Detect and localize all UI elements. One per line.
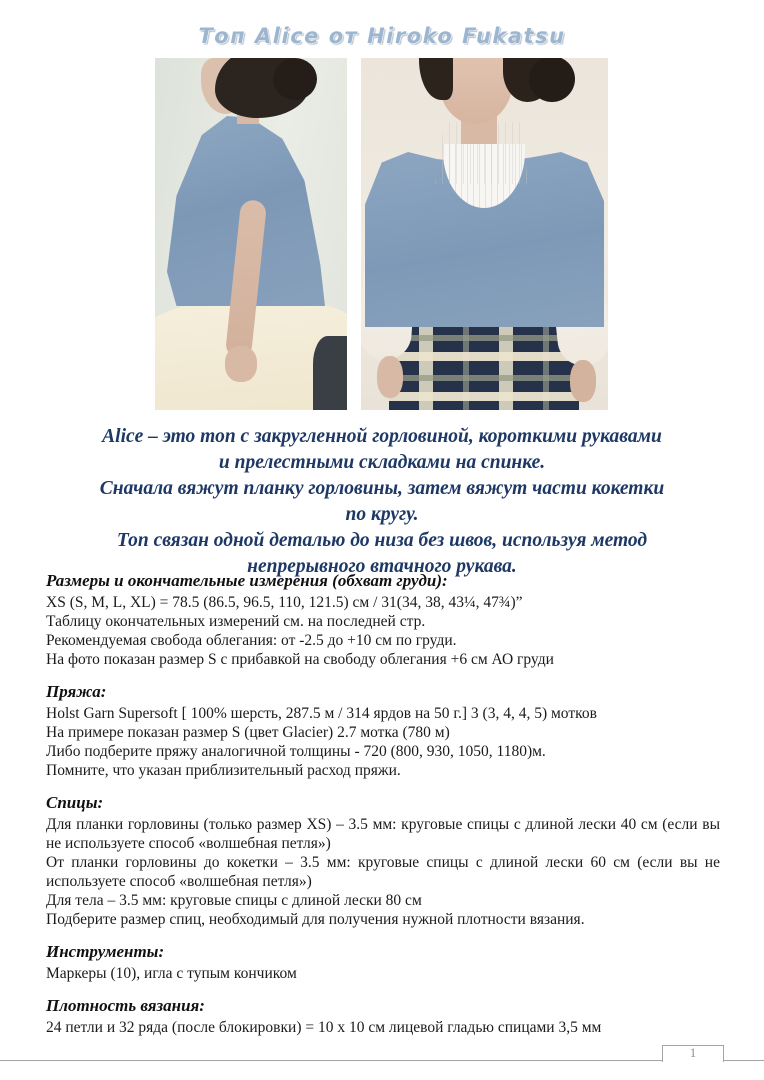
page-number — [662, 1045, 724, 1062]
footer-rule — [0, 1060, 764, 1061]
intro-paragraph — [0, 424, 764, 580]
pattern-photo — [155, 58, 608, 410]
back-view-hair-bun — [273, 58, 317, 100]
section-gauge — [46, 995, 720, 1037]
section-needles — [46, 792, 720, 929]
page-number-value: 1 — [689, 1046, 697, 1060]
body-text: Либо подберите пряжу аналогичной толщины - 720 (800, 930, 1050, 1180)м. — [46, 743, 546, 760]
intro-line: Alice – это топ с закругленной горловиной, короткими рукавами — [102, 426, 662, 447]
intro-line: Топ связан одной деталью до низа без швов, используя метод — [116, 530, 648, 551]
section-sizes — [46, 570, 720, 669]
intro-line: по кругу. — [345, 504, 419, 525]
photo-front-view — [361, 58, 608, 410]
background-shadow — [313, 336, 347, 410]
intro-line: Сначала вяжут планку горловины, затем вяжут части кокетки — [99, 478, 665, 499]
section-heading: Пряжа: — [46, 682, 107, 701]
page-title: Топ Alice от Hiroko Fukatsu — [198, 24, 566, 48]
body-text: Таблицу окончательных измерений см. на последней стр. — [46, 613, 426, 630]
front-view-hair-left — [419, 58, 453, 100]
body-text: Маркеры (10), игла с тупым кончиком — [46, 965, 297, 982]
body-text: XS (S, M, L, XL) = 78.5 (86.5, 96.5, 110, 121.5) см / 31(34, 38, 43¼, 47¾)” — [46, 594, 523, 611]
section-heading: Размеры и окончательные измерения (обхват груди): — [46, 571, 448, 590]
body-text: На примере показан размер S (цвет Glacier) 2.7 мотка (780 м) — [46, 724, 450, 741]
body-text: Подберите размер спиц, необходимый для получения нужной плотности вязания. — [46, 911, 585, 928]
photo-divider — [347, 58, 361, 410]
body-text: Для тела – 3.5 мм: круговые спицы с длиной лески 80 см — [46, 892, 422, 909]
section-heading: Инструменты: — [46, 942, 165, 961]
body-text: На фото показан размер S с прибавкой на свободу облегания +6 см АО груди — [46, 651, 554, 668]
front-view-hair-bun — [529, 58, 575, 102]
body-text: 24 петли и 32 ряда (после блокировки) = 10 х 10 см лицевой гладью спицами 3,5 мм — [46, 1019, 602, 1036]
photo-back-view — [155, 58, 347, 410]
front-view-hand-left — [377, 356, 403, 398]
body-text: Для планки горловины (только размер XS) – 3.5 мм: круговые спицы с длиной лески 40 см (если вы не используете способ «волшебная петля») — [46, 816, 720, 852]
front-view-hand-right — [570, 360, 596, 402]
section-heading: Спицы: — [46, 793, 104, 812]
section-heading: Плотность вязания: — [46, 996, 205, 1015]
body-text: Holst Garn Supersoft [ 100% шерсть, 287.5 м / 314 ярдов на 50 г.] 3 (3, 4, 4, 5) мотков — [46, 705, 597, 722]
body-text: Рекомендуемая свобода облегания: от -2.5 до +10 см по груди. — [46, 632, 457, 649]
intro-line: непрерывного втачного рукава. — [247, 556, 517, 577]
intro-line: и прелестными складками на спинке. — [218, 452, 546, 473]
body-text: Помните, что указан приблизительный расход пряжи. — [46, 762, 401, 779]
section-tools — [46, 941, 720, 983]
pattern-sections — [46, 570, 720, 1049]
back-view-hand — [225, 346, 257, 382]
body-text: От планки горловины до кокетки – 3.5 мм: круговые спицы с длиной лески 60 см (если вы не используете способ «волшебная петля») — [46, 854, 720, 890]
section-yarn — [46, 681, 720, 780]
